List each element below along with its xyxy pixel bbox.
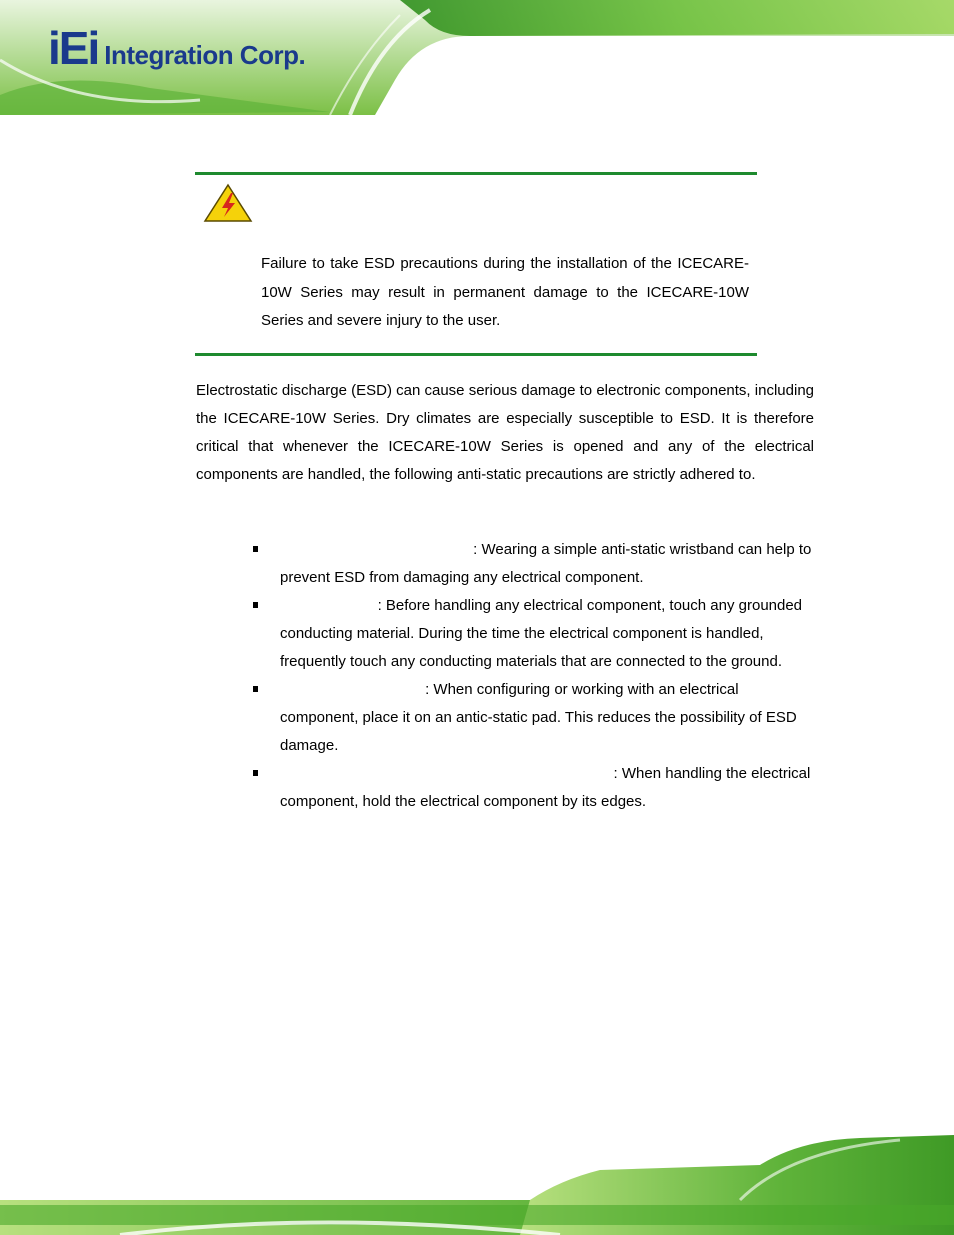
warning-text: Failure to take ESD precautions during the installation of the ICECARE-10W Series may result in permanent damage to the ICECARE-10W Series and severe injury to the user.: [261, 255, 749, 329]
list-item-heading: Self-grounding: [280, 597, 378, 614]
bullet-square-icon: [253, 686, 258, 692]
list-item-text: : When configuring or working with an electrical component, place it on an antic-static pad. This reduces the possibility of ESD damage.: [280, 681, 797, 754]
warning-bottom-rule: [195, 353, 757, 356]
logo-mark: iEi: [48, 22, 99, 74]
company-logo: [48, 22, 306, 74]
bullet-square-icon: [253, 602, 258, 608]
list-item-heading: Only handle the edges of the electrical component: [280, 765, 614, 782]
footer-banner: [0, 1130, 954, 1235]
warning-top-rule: [195, 172, 757, 175]
bullet-square-icon: [253, 546, 258, 552]
list-item-heading: Use an anti-static pad: [280, 681, 426, 698]
bullet-square-icon: [253, 770, 258, 776]
precautions-list: [253, 536, 814, 816]
warning-triangle-icon: [203, 183, 253, 223]
logo-wordmark: Integration Corp.: [104, 40, 306, 70]
list-item-text: : When handling the electrical component, hold the electrical component by its edges.: [280, 765, 811, 810]
list-item: [253, 676, 814, 760]
list-item: [253, 536, 814, 592]
list-item: [253, 592, 814, 676]
esd-intro-paragraph: Electrostatic discharge (ESD) can cause serious damage to electronic components, including the ICECARE-10W Series. Dry climates are especially susceptible to ESD. It is therefore critical that whenever the ICECARE-10W Series is opened and any of the electrical components are handled, the following anti-static precautions are strictly adhered to.: [196, 382, 814, 483]
list-item-text: : Wearing a simple anti-static wristband can help to prevent ESD from damaging any electrical component.: [280, 541, 812, 586]
list-item: [253, 760, 814, 816]
list-item-text: : Before handling any electrical component, touch any grounded conducting material. During the time the electrical component is handled, frequently touch any conducting materials that are connected to the ground.: [280, 597, 803, 670]
list-item-heading: Wear an anti-static wristband: [280, 541, 474, 558]
